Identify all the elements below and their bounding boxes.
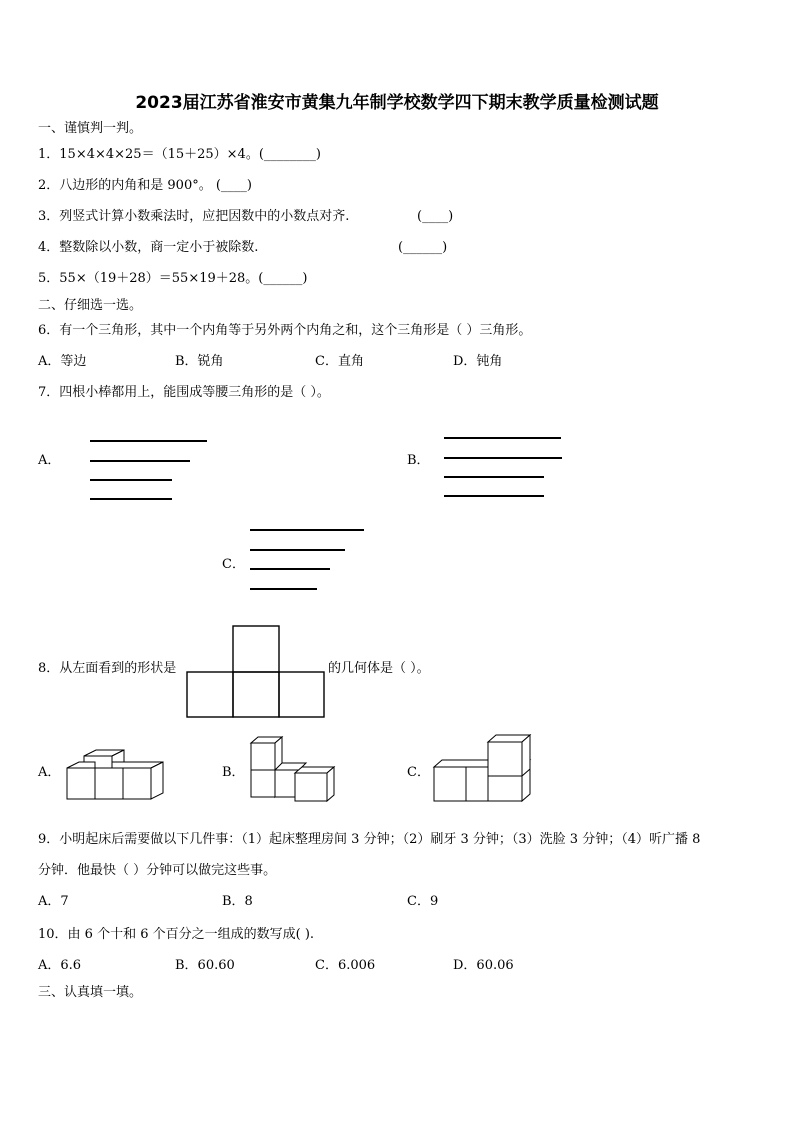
stick-a4	[90, 498, 172, 500]
question-5: 5．55×（19＋28）＝55×19＋28。(______)	[38, 271, 308, 286]
stick-a3	[90, 479, 172, 481]
question-10: 10．由 6 个十和 6 个百分之一组成的数写成( ).	[38, 927, 315, 942]
question-8-prefix: 8．从左面看到的形状是	[38, 661, 177, 676]
stick-c2	[250, 549, 345, 551]
left-view-figure	[186, 625, 326, 719]
question-7: 7．四根小棒都用上，能围成等腰三角形的是（ ）。	[38, 385, 330, 400]
question-6-option-b: B．锐角	[175, 354, 224, 369]
question-10-option-b: B．60.60	[175, 958, 235, 973]
question-7-option-c: C．	[222, 557, 245, 572]
question-9-option-b: B．8	[222, 894, 253, 909]
stick-b4	[444, 495, 544, 497]
question-7-option-a: A．	[38, 453, 61, 468]
question-7-option-b: B．	[407, 453, 430, 468]
question-3-blank: (____)	[417, 209, 454, 224]
solid-figure-c	[433, 733, 541, 803]
section-heading-choose: 二、仔细选一选。	[38, 298, 143, 313]
stick-b1	[444, 437, 561, 439]
stick-c1	[250, 529, 364, 531]
solid-figure-b	[250, 735, 336, 803]
question-10-option-a: A．6.6	[38, 958, 82, 973]
question-6-option-d: D．钝角	[453, 354, 503, 369]
stick-a1	[90, 440, 207, 442]
question-10-option-c: C．6.006	[315, 958, 376, 973]
stick-b2	[444, 457, 562, 459]
question-9-option-c: C．9	[407, 894, 439, 909]
question-4: 4．整数除以小数，商一定小于被除数.	[38, 240, 259, 255]
question-1: 1．15×4×4×25＝（15＋25）×4。(________)	[38, 147, 321, 162]
question-3: 3．列竖式计算小数乘法时，应把因数中的小数点对齐.	[38, 209, 350, 224]
stick-c4	[250, 588, 317, 590]
stick-b3	[444, 476, 544, 478]
page-title: 2023届江苏省淮安市黄集九年制学校数学四下期末教学质量检测试题	[135, 93, 659, 113]
question-2: 2．八边形的内角和是 900°。 (____)	[38, 178, 252, 193]
stick-c3	[250, 568, 330, 570]
question-8-option-c: C．	[407, 765, 430, 780]
question-8-option-b: B．	[222, 765, 245, 780]
stick-a2	[90, 460, 190, 462]
question-9-line-1: 9．小明起床后需要做以下几件事：（1）起床整理房间 3 分钟；（2）刷牙 3 分钟；（3）洗脸 3 分钟；（4）听广播 8	[38, 832, 701, 847]
question-8-option-a: A．	[38, 765, 61, 780]
question-4-blank: (______)	[398, 240, 448, 255]
question-6: 6．有一个三角形，其中一个内角等于另外两个内角之和，这个三角形是（ ）三角形。	[38, 323, 532, 338]
question-6-option-a: A．等边	[38, 354, 87, 369]
question-9-option-a: A．7	[38, 894, 69, 909]
section-heading-judge: 一、谨慎判一判。	[38, 121, 143, 136]
question-9-line-2: 分钟．他最快（ ）分钟可以做完这些事。	[38, 863, 277, 878]
question-8-suffix: 的几何体是（ ）。	[328, 661, 430, 676]
question-10-option-d: D．60.06	[453, 958, 514, 973]
solid-figure-a	[66, 748, 166, 802]
question-6-option-c: C．直角	[315, 354, 364, 369]
section-heading-fill: 三、认真填一填。	[38, 985, 143, 1000]
